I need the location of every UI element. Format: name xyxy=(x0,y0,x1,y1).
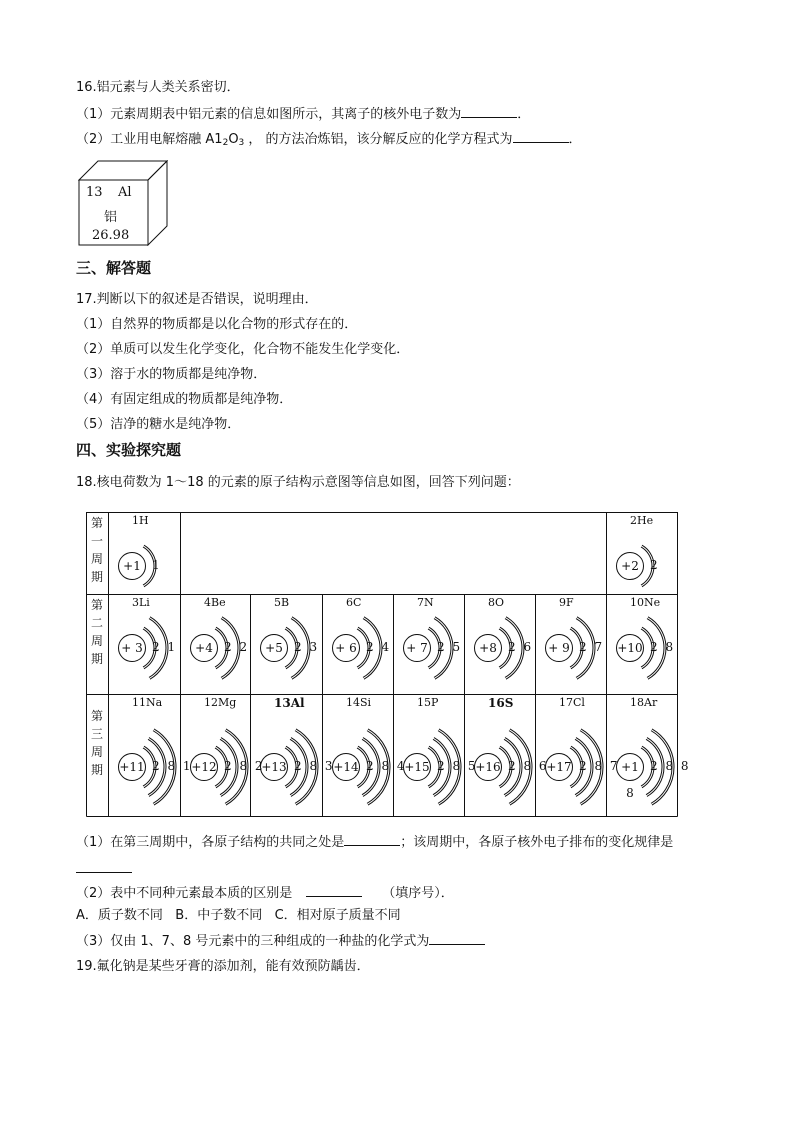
q17-item: （1）自然界的物质都是以化合物的形式存在的． xyxy=(76,317,358,332)
element-label: 14Si xyxy=(346,696,372,709)
answer-blank[interactable] xyxy=(344,833,400,846)
element-card-number: 13 xyxy=(86,185,103,200)
shell-electron-counts: 2 8 5 xyxy=(437,759,476,773)
subscript: 2 xyxy=(222,138,229,148)
element-label: 17Cl xyxy=(559,696,585,709)
q16-part2-text: ， 的方法冶炼铝，该分解反应的化学方程式为 xyxy=(244,132,513,147)
shell-electron-counts: 2 6 xyxy=(508,640,532,654)
element-card-name: 铝 xyxy=(104,210,118,225)
q18-sub3-text: （3）仅由 1、7、8 号元素中的三种组成的一种盐的化学式为 xyxy=(76,934,430,949)
shell-electron-counts: 2 2 xyxy=(224,640,248,654)
element-label: 6C xyxy=(346,596,362,609)
element-label: 11Na xyxy=(132,696,163,709)
q18-sub2-text: （2）表中不同种元素最本质的区别是 xyxy=(76,886,293,901)
shell-electron-counts: 2 5 xyxy=(437,640,461,654)
period-label: 第 一 周 期 xyxy=(90,516,103,584)
q16-title: 16.铝元素与人类关系密切． xyxy=(76,80,240,95)
answer-blank[interactable] xyxy=(461,105,517,118)
answer-blank[interactable] xyxy=(429,932,485,945)
element-label: 15P xyxy=(417,696,439,709)
nucleus-circle: +4 xyxy=(190,634,218,662)
nucleus-circle: +16 xyxy=(474,753,502,781)
element-label: 18Ar xyxy=(630,696,658,709)
q18-sub1 xyxy=(76,833,673,852)
nucleus-circle: + 6 xyxy=(332,634,360,662)
shell-electron-counts: 2 7 xyxy=(579,640,603,654)
shell-electron-counts: 2 8 8 xyxy=(650,759,689,773)
shell-electron-counts: 2 3 xyxy=(294,640,318,654)
q18-sub1-text: ；该周期中，各原子核外电子排布的变化规律是 xyxy=(400,835,674,850)
q18-sub2-text: （填序号）． xyxy=(382,886,454,901)
element-label: 2He xyxy=(630,514,654,527)
shell-electron-counts: 2 8 3 xyxy=(294,759,333,773)
q16-part1 xyxy=(76,105,530,124)
q18-sub2 xyxy=(76,884,454,903)
subscript: 3 xyxy=(238,138,245,148)
q16-part2-text: （2）工业用电解熔融 A1 xyxy=(76,132,223,147)
nucleus-circle: +1 8 xyxy=(616,753,644,781)
answer-blank[interactable] xyxy=(306,884,362,897)
nucleus-circle: +5 xyxy=(260,634,288,662)
period-label: 第 二 周 期 xyxy=(90,598,103,666)
q18-title: 18.核电荷数为 1～18 的元素的原子结构示意图等信息如图，回答下列问题： xyxy=(76,475,520,490)
shell-electron-counts: 1 xyxy=(152,558,160,572)
q17-item: （5）洁净的糖水是纯净物． xyxy=(76,417,241,432)
element-card-symbol: Al xyxy=(118,185,132,200)
nucleus-circle: +1 xyxy=(118,552,146,580)
nucleus-circle: + 9 xyxy=(545,634,573,662)
shell-electron-counts: 2 8 2 xyxy=(224,759,263,773)
shell-electron-counts: 2 8 4 xyxy=(366,759,405,773)
q17-item: （4）有固定组成的物质都是纯净物． xyxy=(76,392,293,407)
q16-part2-end: ． xyxy=(568,132,582,147)
element-label: 5B xyxy=(274,596,290,609)
answer-blank[interactable] xyxy=(76,860,132,873)
shell-electron-counts: 2 1 xyxy=(152,640,176,654)
q18-sub1-continued xyxy=(76,860,132,879)
element-label: 12Mg xyxy=(204,696,237,709)
q17-item: （2）单质可以发生化学变化，化合物不能发生化学变化． xyxy=(76,342,410,357)
nucleus-circle: +2 xyxy=(616,552,644,580)
shell-electron-counts: 2 8 1 xyxy=(152,759,191,773)
q16-part1-end: ． xyxy=(517,107,531,122)
q16-part1-text: （1）元素周期表中铝元素的信息如图所示，其离子的核外电子数为 xyxy=(76,107,462,122)
answer-blank[interactable] xyxy=(513,130,569,143)
nucleus-circle: +17 xyxy=(545,753,573,781)
q18-sub1-text: （1）在第三周期中，各原子结构的共同之处是 xyxy=(76,835,345,850)
nucleus-circle: +8 xyxy=(474,634,502,662)
q18-options: A．质子数不同 B．中子数不同 C．相对原子质量不同 xyxy=(76,908,401,923)
element-label: 1H xyxy=(132,514,149,527)
element-label: 9F xyxy=(559,596,574,609)
q16-part2-text: O xyxy=(228,132,239,147)
q16-part2 xyxy=(76,130,582,152)
element-label: 7N xyxy=(417,596,434,609)
nucleus-circle: +10 xyxy=(616,634,644,662)
element-label: 4Be xyxy=(204,596,226,609)
q17-title: 17.判断以下的叙述是否错误，说明理由． xyxy=(76,292,318,307)
q17-item: （3）溶于水的物质都是纯净物． xyxy=(76,367,267,382)
q19-title: 19.氟化钠是某些牙膏的添加剂，能有效预防龋齿． xyxy=(76,959,370,974)
shell-electron-counts: 2 4 xyxy=(366,640,390,654)
shell-electron-counts: 2 xyxy=(650,558,658,572)
element-label: 3Li xyxy=(132,596,150,609)
shell-electron-counts: 2 8 xyxy=(650,640,674,654)
nucleus-circle: +14 xyxy=(332,753,360,781)
nucleus-circle: +13 xyxy=(260,753,288,781)
q18-sub3 xyxy=(76,932,485,951)
section-heading: 四、实验探究题 xyxy=(76,441,182,459)
period-label: 第 三 周 期 xyxy=(90,709,103,777)
nucleus-circle: +11 xyxy=(118,753,146,781)
nucleus-circle: + 7 xyxy=(403,634,431,662)
element-card-mass: 26.98 xyxy=(92,228,130,243)
element-label: 8O xyxy=(488,596,505,609)
element-label: 10Ne xyxy=(630,596,661,609)
shell-electron-counts: 2 8 6 xyxy=(508,759,547,773)
atomic-structure-table xyxy=(86,512,689,817)
shell-electron-counts: 2 8 7 xyxy=(579,759,618,773)
nucleus-circle: +12 xyxy=(190,753,218,781)
nucleus-circle: + 3 xyxy=(118,634,146,662)
section-heading: 三、解答题 xyxy=(76,259,152,277)
element-label: 16S xyxy=(488,696,514,710)
element-card-aluminum xyxy=(78,160,168,246)
element-label: 13Al xyxy=(274,696,305,710)
nucleus-circle: +15 xyxy=(403,753,431,781)
